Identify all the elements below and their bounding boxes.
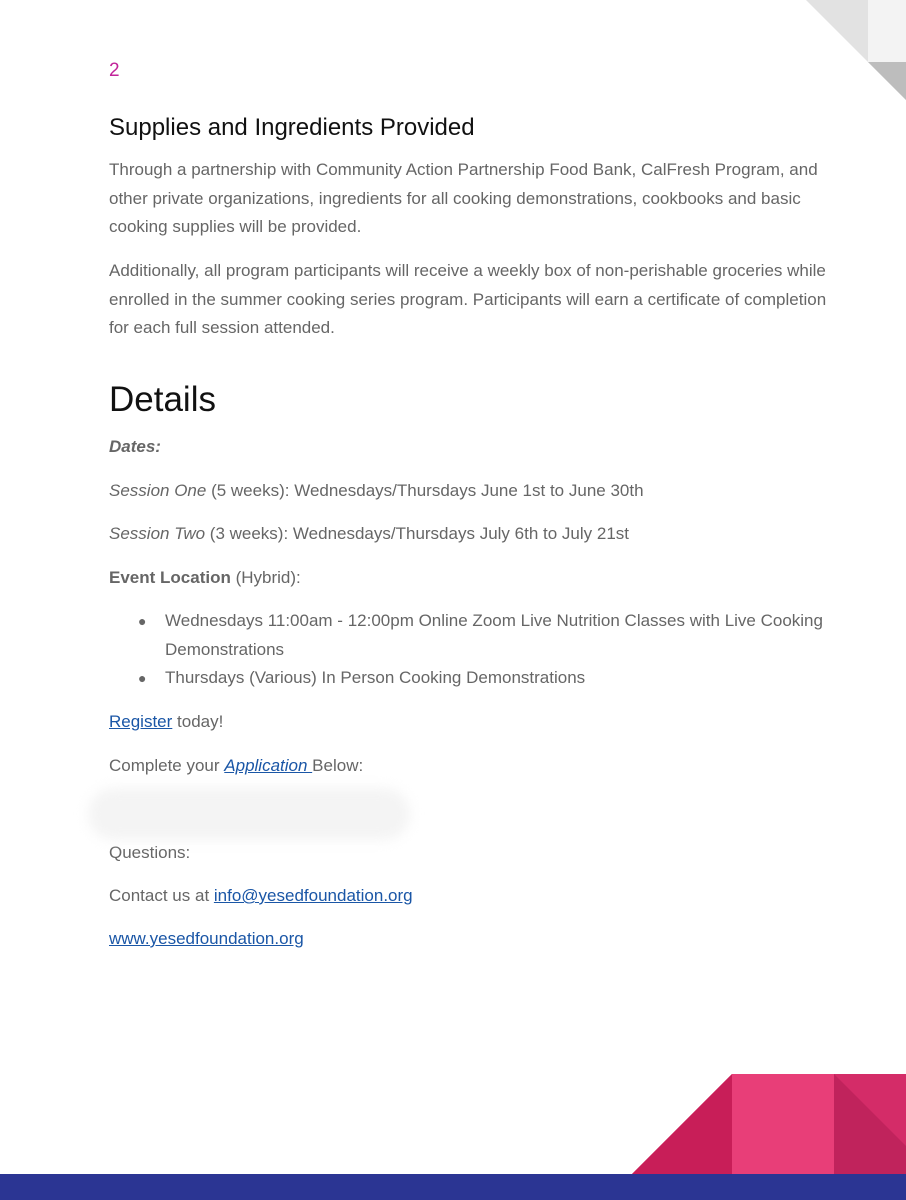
questions-label: Questions: <box>109 843 191 862</box>
supplies-paragraph-1: Through a partnership with Community Action Partnership Food Bank, CalFresh Program, and other private organizations, ingredients for all cooking demonstrations, cookbooks and basic cooking supplies will be provided. <box>109 160 818 236</box>
session-one-label: Session One <box>109 481 207 500</box>
list-item <box>109 664 829 693</box>
footer-band <box>0 1174 906 1200</box>
session-two-label: Session Two <box>109 524 206 543</box>
application-suffix: Below: <box>312 756 364 775</box>
contact-line <box>109 882 413 910</box>
register-suffix: today! <box>172 712 224 731</box>
register-line <box>109 708 223 736</box>
supplies-heading: Supplies and Ingredients Provided <box>109 114 475 141</box>
register-link[interactable]: Register <box>109 712 173 731</box>
application-link[interactable]: Application <box>224 756 313 775</box>
session-two <box>109 520 629 548</box>
event-list <box>109 607 829 693</box>
dates-label: Dates: <box>109 437 161 456</box>
application-prefix: Complete your <box>109 756 225 775</box>
website-link[interactable]: www.yesedfoundation.org <box>109 929 304 948</box>
list-item-text: Wednesdays 11:00am - 12:00pm Online Zoom Live Nutrition Classes with Live Cooking Demonstrations <box>165 611 823 659</box>
list-item-text: Thursdays (Various) In Person Cooking Demonstrations <box>165 668 586 687</box>
event-location-label: Event Location <box>109 568 231 587</box>
website-line <box>109 925 304 953</box>
corner-decoration-bottom <box>632 1074 906 1174</box>
redacted-area <box>88 788 410 840</box>
supplies-paragraph-2: Additionally, all program participants will receive a weekly box of non-perishable groceries while enrolled in the summer cooking series program. Participants will earn a certificate of completion for each full session attended. <box>109 261 827 337</box>
list-item <box>109 607 829 664</box>
contact-prefix: Contact us at <box>109 886 214 905</box>
session-two-text: (3 weeks): Wednesdays/Thursdays July 6th to July 21st <box>205 524 629 543</box>
bullet-icon: ● <box>138 613 147 629</box>
page-number: 2 <box>109 60 120 81</box>
contact-email-link[interactable]: info@yesedfoundation.org <box>213 886 413 905</box>
corner-decoration-top <box>806 0 906 100</box>
application-line <box>109 752 363 780</box>
details-heading: Details <box>109 380 216 419</box>
session-one-text: (5 weeks): Wednesdays/Thursdays June 1st to June 30th <box>206 481 644 500</box>
bullet-icon: ● <box>138 670 147 686</box>
event-location <box>109 564 301 592</box>
session-one <box>109 477 644 505</box>
event-location-text: (Hybrid): <box>230 568 301 587</box>
